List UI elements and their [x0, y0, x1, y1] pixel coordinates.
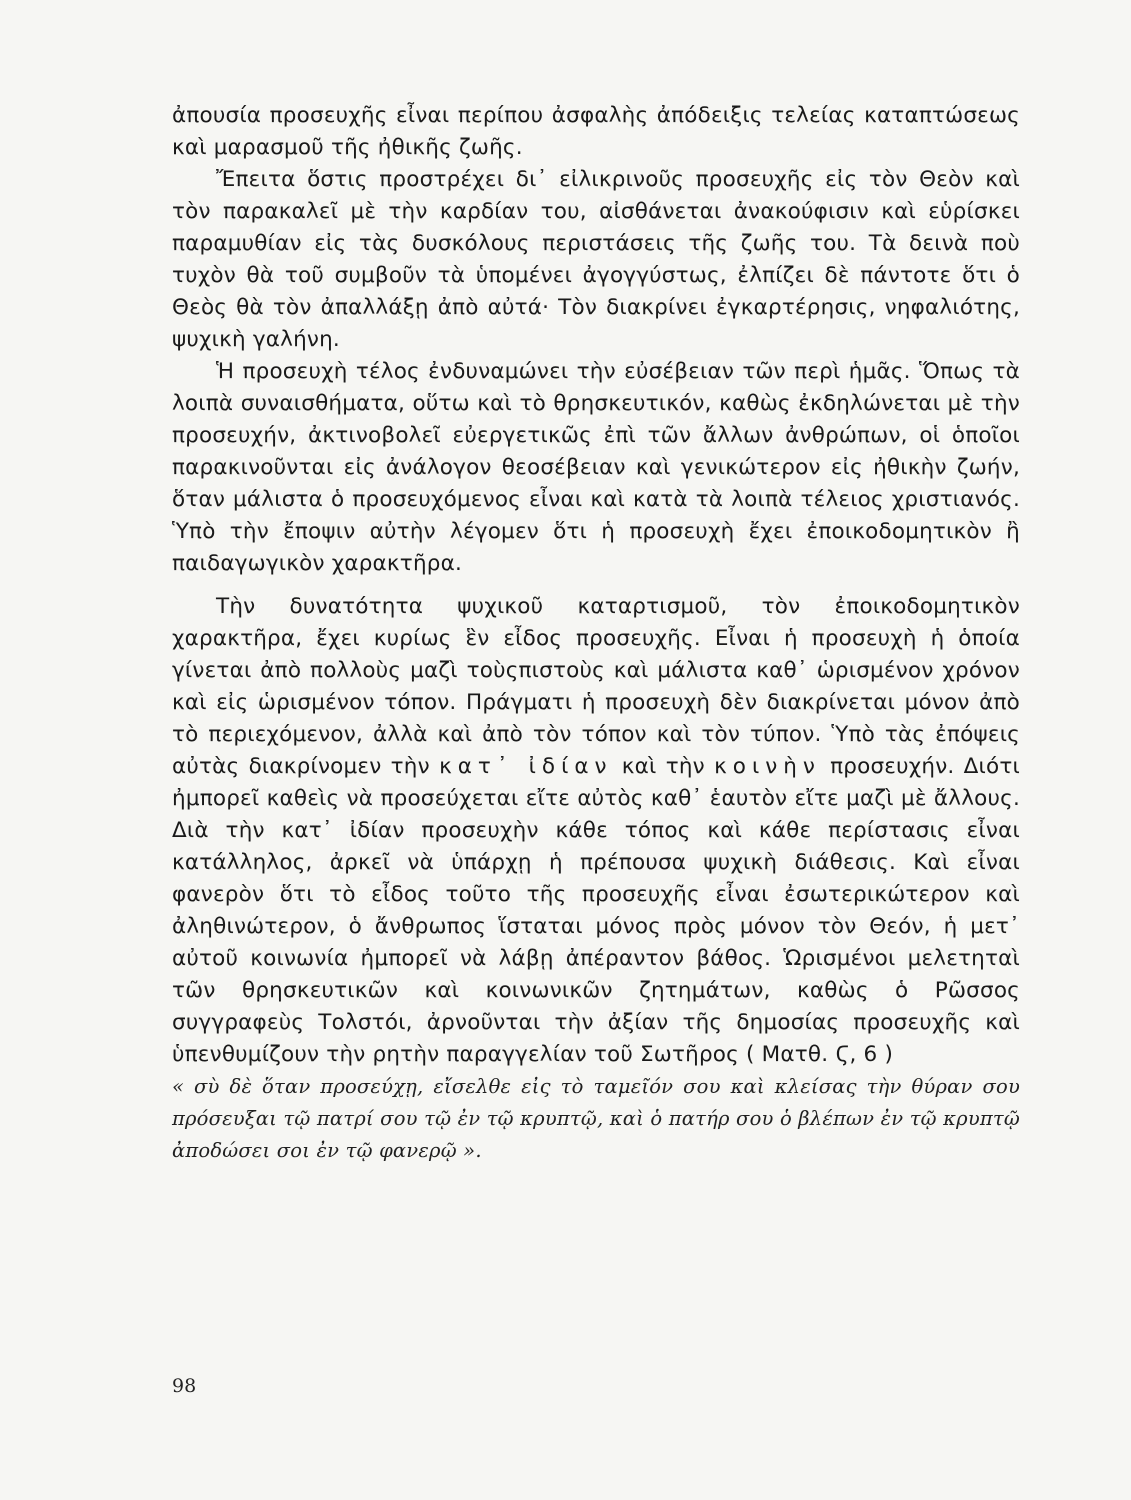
emphasis-koinen: κοινὴν	[714, 754, 821, 779]
paragraph-1: ἀπουσία προσευχῆς εἶναι περίπου ἀσφαλὴς ἀπόδειξις τελείας καταπτώσεως καὶ μαρασμοῦ τῆς ἠθικῆς ζωῆς.	[172, 103, 1020, 160]
emphasis-kat-idian: κατ᾽ ἰδίαν	[439, 754, 613, 779]
scripture-quote: « σὺ δὲ ὅταν προσεύχῃ, εἴσελθε εἰς τὸ ταμεῖόν σου καὶ κλείσας τὴν θύραν σου πρόσευξαι τῷ πατρί σου τῷ ἐν τῷ κρυπτῷ, καὶ ὁ πατήρ σου ὁ βλέπων ἐν τῷ κρυπτῷ ἀποδώσει σοι ἐν τῷ φανερῷ ».	[172, 1075, 1020, 1162]
paragraph-2: Ἔπειτα ὅστις προστρέχει δι᾽ εἰλικρινοῦς προσευχῆς εἰς τὸν Θεὸν καὶ τὸν παρακαλεῖ μὲ τὴν καρδίαν του, αἰσθάνεται ἀνακούφισιν καὶ εὑρίσκει παραμυθίαν εἰς τὰς δυσκόλους περιστάσεις τῆς ζωῆς του. Τὰ δεινὰ ποὺ τυχὸν θὰ τοῦ συμβοῦν τὰ ὑπομένει ἀγογγύστως, ἐλπίζει δὲ πάντοτε ὅτι ὁ Θεὸς θὰ τὸν ἀπαλλάξῃ ἀπὸ αὐτά· Τὸν διακρίνει ἐγκαρτέρησις, νηφαλιότης, ψυχικὴ γαλήνη.	[172, 167, 1020, 352]
paragraph-4	[172, 591, 1020, 1071]
paragraph-4-part-2: καὶ τὴν	[621, 754, 705, 779]
body-text	[172, 100, 1020, 1167]
page-number: 98	[172, 1375, 197, 1397]
paragraph-4-part-3: προσευχήν. Διότι ἠμπορεῖ καθεὶς νὰ προσεύχεται εἴτε αὐτὸς καθ᾽ ἑαυτὸν εἴτε μαζὶ μὲ ἄλλους. Διὰ τὴν κατ᾽ ἰδίαν προσευχὴν κάθε τόπος καὶ κάθε περίστασις εἶναι κατάλληλος, ἀρκεῖ νὰ ὑπάρχῃ ἡ πρέπουσα ψυχικὴ διάθεσις. Καὶ εἶναι φανερὸν ὅτι τὸ εἶδος τοῦτο τῆς προσευχῆς εἶναι ἐσωτερικώτερον καὶ ἀληθινώτερον, ὁ ἄνθρωπος ἵσταται μόνος πρὸς μόνον τὸν Θεόν, ἡ μετ᾽ αὐτοῦ κοινωνία ἠμπορεῖ νὰ λάβῃ ἀπέραντον βάθος. Ὡρισμένοι μελετηταὶ τῶν θρησκευτικῶν καὶ κοινωνικῶν ζητημάτων, καθὼς ὁ Ρῶσσος συγγραφεὺς Τολστόι, ἀρνοῦνται τὴν ἀξίαν τῆς δημοσίας προσευχῆς καὶ ὑπενθυμίζουν τὴν ρητὴν παραγγελίαν τοῦ Σωτῆρος ( Ματθ. Ϛ, 6 )	[172, 754, 1021, 1067]
paragraph-3: Ἡ προσευχὴ τέλος ἐνδυναμώνει τὴν εὐσέβειαν τῶν περὶ ἡμᾶς. Ὅπως τὰ λοιπὰ συναισθήματα, οὕτω καὶ τὸ θρησκευτικόν, καθὼς ἐκδηλώνεται μὲ τὴν προσευχήν, ἀκτινοβολεῖ εὐεργετικῶς ἐπὶ τῶν ἄλλων ἀνθρώπων, οἱ ὁποῖοι παρακινοῦνται εἰς ἀνάλογον θεοσέβειαν καὶ γενικώτερον εἰς ἠθικὴν ζωήν, ὅταν μάλιστα ὁ προσευχόμενος εἶναι καὶ κατὰ τὰ λοιπὰ τέλειος χριστιανός. Ὑπὸ τὴν ἔποψιν αὐτὴν λέγομεν ὅτι ἡ προσευχὴ ἔχει ἐποικοδομητικὸν ἢ παιδαγωγικὸν χαρακτῆρα.	[172, 359, 1020, 576]
paragraph-4-part-1: Τὴν δυνατότητα ψυχικοῦ καταρτισμοῦ, τὸν ἐποικοδομητικὸν χαρακτῆρα, ἔχει κυρίως ἓν εἶδος προσευχῆς. Εἶναι ἡ προσευχὴ ἡ ὁποία γίνεται ἀπὸ πολλοὺς μαζὶ τοὺςπιστοὺς καὶ μάλιστα καθ᾽ ὡρισμένον χρόνον καὶ εἰς ὡρισμένον τόπον. Πράγματι ἡ προσευχὴ δὲν διακρίνεται μόνον ἀπὸ τὸ περιεχόμενον, ἀλλὰ καὶ ἀπὸ τὸν τόπον καὶ τὸν τύπον. Ὑπὸ τὰς ἐπόψεις αὐτὰς διακρίνομεν τὴν	[172, 594, 1020, 779]
